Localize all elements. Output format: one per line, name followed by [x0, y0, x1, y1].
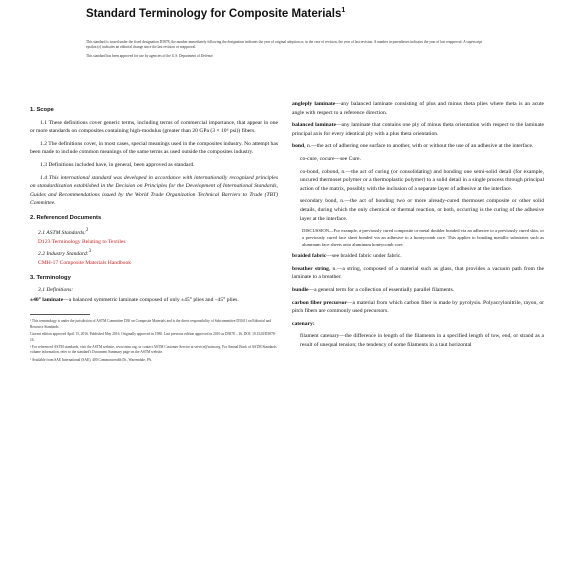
scope-paragraph-1-2: 1.2 The definitions cover, in most cases, special meanings used in the composites industry. No attempt has been made to include common meanings of the same terms as used outside the composites industry. [30, 140, 278, 156]
footnote-3: ³ Available from SAE International (SAE), 400 Commonwealth Dr., Warrendale, PA. [30, 357, 152, 362]
industry-standard-label: 2.2 Industry Standard:$^3$ [38, 248, 91, 257]
term-cobond: co-bond, cobond, n.—the act of curing (or consolidating) and bonding one semi-solid detail (for example, uncured thermoset polymer or a thermoplastic polymer) to a solid detail in a single process through principal action of the matrix, possibly with the inclusion of a separate layer of adhesive at the interface. [300, 168, 544, 192]
document-title [86, 4, 506, 21]
term-angleply-laminate: angleply laminate—any balanced laminate consisting of plus and minus theta plies where theta is an acute angle with respect to a reference direction. [292, 101, 545, 116]
left-column [30, 100, 278, 365]
term-braided-fabric: braided fabric—see braided fabric under fabric. [292, 253, 402, 260]
reference-cmh17-link[interactable]: CMH-17 Composite Materials Handbook [38, 260, 132, 267]
scope-paragraph-1-3: 1.3 Definitions included have, in general, been approved as standard. [40, 161, 195, 168]
notice-dod: This standard has been approved for use by agencies of the U.S. Department of Defense. [86, 53, 214, 58]
term-carbon-fiber-precursor: carbon fiber precursor—a material from which carbon fiber is made by pyrolysis. Polyacrylonitrile, rayon, or pitch fibers are commonly used precursors. [292, 299, 544, 315]
term-cocure: co-cure, cocure—see Cure. [300, 155, 361, 162]
footnote-2: ² For referenced ASTM standards, visit the ASTM website, www.astm.org, or contact ASTM Customer Service at service@astm.org. For Annual Book of ASTM Standards volume information, refer to the standard's Document Summary page on the ASTM website. [30, 345, 277, 355]
standard-notice [86, 40, 484, 62]
section-references-heading: 2. Referenced Documents [30, 214, 102, 221]
astm-standards-label: 2.1 ASTM Standards:$^2$ [38, 227, 89, 236]
scope-paragraph-1-1: 1.1 These definitions cover generic terms, including terms of commercial importance, that appear in one or more standards on composites containing high-modulus (greater than 20 GPa (3 × 10⁶ psi)) fibers. [30, 119, 278, 135]
term-bond: bond, n.—the act of adhering one surface to another, with or without the use of an adhesive at the interface. [292, 143, 534, 150]
footnote-divider [30, 314, 90, 315]
reference-d123-link[interactable]: D123 Terminology Relating to Textiles [38, 238, 126, 245]
term-secondary-bond: secondary bond, n.—the act of bonding two or more already-cured thermoset composite or other solid details, during which the only chemical or thermal reaction, or both, occurring is the curing of the adhesive layer at the interface. [300, 198, 544, 222]
bond-discussion: DISCUSSION—For example, a previously cured composite or metal doubler bonded via an adhesive to a previously cured skin, or a previously cured face sheet bonded via an adhesive to a honeycomb core. This applies to bonding metallic substrates such as aluminum face sheets onto aluminum honeycomb core. [302, 228, 544, 248]
section-scope-heading: 1. Scope [30, 107, 54, 113]
title-footnote-marker: 1 [341, 7, 346, 14]
footnote-1: ¹ This terminology is under the jurisdiction of ASTM Committee D30 on Composite Materials and is the direct responsibility of Subcommittee D30.01 on Editorial and Resource Standards. [30, 319, 272, 329]
notice-designation: This standard is issued under the fixed designation D3878; the number immediately following the designation indicates the year of original adoption or, in the case of revision, the year of last revision. A number in parentheses indicates the year of last reapproval. A superscript epsilon (ε) indicates an editorial change since the last revision or reapproval. [86, 40, 483, 50]
term-bundle: bundle—a general term for a collection of essentially parallel filaments. [292, 286, 455, 293]
footnote-1-edition: Current edition approved April 15, 2016. Published May 2016. Originally approved in 1980. Last previous edition approved in 2016 as D3878 – 16. DOI: 10.1520/D3878-16. [30, 332, 276, 342]
right-column [292, 100, 544, 353]
scope-paragraph-1-4: 1.4 This international standard was developed in accordance with internationally recognized principles on standardization established in the Decision on Principles for the Development of International Standards, Guides and Recommendations issued by the World Trade Organization Technical Barriers to Trade (TBT) Committee. [30, 174, 278, 207]
term-catenary: catenary: [292, 320, 315, 327]
definitions-label: 3.1 Definitions: [38, 287, 74, 294]
section-terminology-heading: 3. Terminology [30, 274, 71, 281]
term-balanced-laminate: balanced laminate—any laminate that contains one ply of minus theta orientation with respect to the laminate principal axis for every identical ply with a plus theta orientation. [292, 122, 544, 137]
term-breather-string: breather string, n.—a string, composed of a material such as glass, that provides a vacuum path from the laminate to a breather. [292, 265, 544, 281]
term-filament-catenary: filament catenary—the difference in length of the filaments in a specified length of tow, end, or strand as a result of unequal tension; the tendency of some filaments in a taut horizontal [300, 333, 544, 348]
term-40-laminate: ±40° laminate—a balanced symmetric laminate composed of only ±45° plies and –45° plies. [30, 296, 239, 303]
title-text: Standard Terminology for Composite Materials [86, 7, 342, 20]
